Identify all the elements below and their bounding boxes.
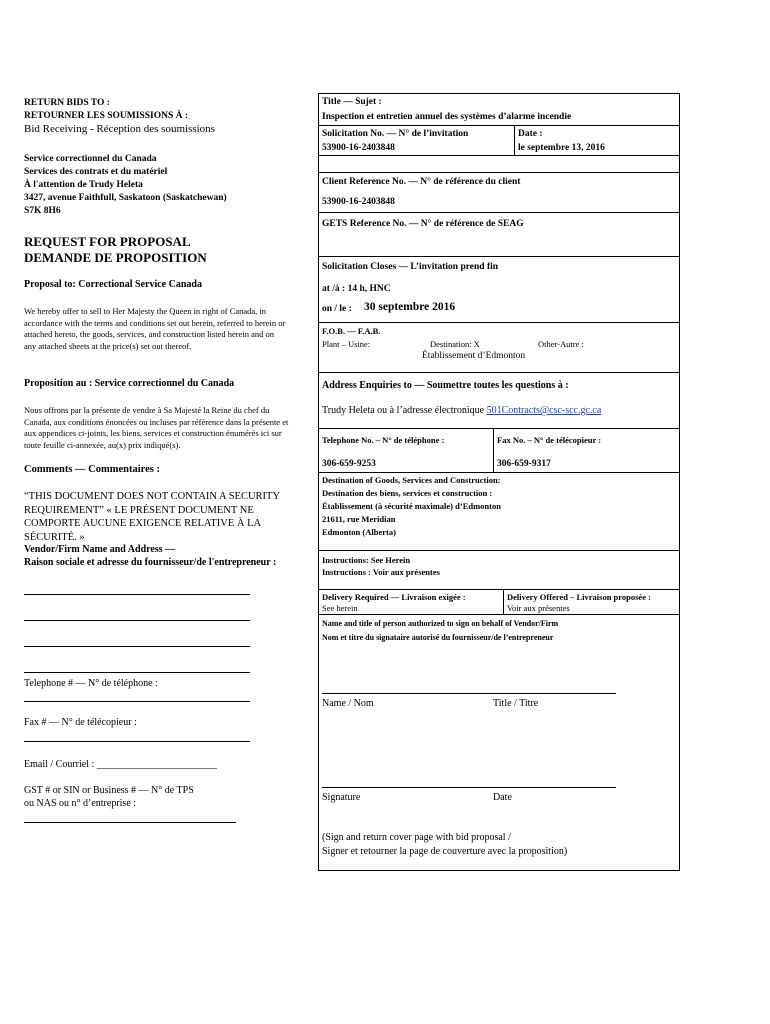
proposal-to: Proposal to: Correctional Service Canada	[24, 279, 202, 290]
divider	[318, 322, 680, 323]
telephone-label: Telephone # — N° de téléphone :	[24, 678, 158, 689]
return-note: (Sign and return cover page with bid proposal /	[322, 832, 511, 843]
address-line: S7K 8H6	[24, 206, 61, 216]
delivery-required-value: See herein	[322, 603, 358, 613]
divider	[318, 550, 680, 551]
delivery-offered-label: Delivery Offered – Livraison proposée :	[507, 592, 651, 602]
destination-line: Destination des biens, services et construction :	[322, 488, 493, 498]
signature-label: Signature	[322, 792, 361, 803]
offer-text-en: We hereby offer to sell to Her Majesty the Queen in right of Canada, in accordance with the terms and conditions set out herein, referred to herein or attached hereto, the goods, services, and construction listed herein and on any attached sheets at the price(s) set out thereof.	[24, 306, 286, 351]
divider	[318, 256, 680, 257]
title-value: Inspection et entretien annuel des systèmes d’alarme incendie	[322, 112, 572, 122]
vendor-line[interactable]	[24, 594, 250, 595]
divider	[318, 589, 680, 590]
divider	[318, 172, 680, 173]
closes-label: Solicitation Closes — L’invitation prend fin	[322, 262, 499, 272]
divider	[514, 125, 515, 155]
title-label: Title — Sujet :	[322, 97, 382, 107]
solicitation-no-value: 53900-16-2403848	[322, 143, 395, 153]
fob-plant: Plant – Usine:	[322, 339, 371, 349]
fob-label: F.O.B. — F.A.B.	[322, 326, 381, 336]
address-line: À l'attention de Trudy Heleta	[24, 180, 143, 190]
fob-destination: Destination: X	[430, 339, 480, 349]
vendor-line[interactable]	[24, 672, 250, 673]
signature-field[interactable]	[322, 787, 616, 788]
destination-line: Destination of Goods, Services and Construction:	[322, 475, 501, 485]
closes-time: at /à : 14 h, HNC	[322, 284, 391, 294]
gst-label-fr: ou NAS ou n° d’entreprise :	[24, 798, 137, 809]
divider	[318, 125, 680, 126]
gst-field[interactable]	[24, 822, 236, 823]
enquiries-text: Trudy Heleta ou à l’adresse électronique 501Contracts@csc-scc.gc.ca	[322, 405, 602, 416]
telephone-label: Telephone No. – N° de téléphone :	[322, 435, 445, 445]
vendor-label: Vendor/Firm Name and Address —	[24, 544, 176, 555]
destination-line: Établissement (à sécurité maximale) d’Edmonton	[322, 501, 501, 511]
instructions-line: Instructions : Voir aux présentes	[322, 567, 440, 577]
gst-label: GST # or SIN or Business # — N° de TPS	[24, 785, 194, 796]
name-title-label-fr: Nom et titre du signataire autorisé du fournisseur/de l’entrepreneur	[322, 633, 554, 642]
bid-receiving: Bid Receiving - Réception des soumissions	[24, 123, 215, 135]
client-reference-label: Client Reference No. — N° de référence du client	[322, 177, 521, 187]
delivery-required-label: Delivery Required — Livraison exigée :	[322, 592, 466, 602]
divider	[503, 589, 504, 614]
vendor-label-fr: Raison sociale et adresse du fournisseur/de l'entrepreneur :	[24, 557, 277, 568]
vendor-line[interactable]	[24, 620, 250, 621]
divider	[318, 428, 680, 429]
solicitation-no-label: Solicitation No. — N° de l’invitation	[322, 129, 469, 139]
delivery-offered-value: Voir aux présentes	[507, 603, 570, 613]
closes-on-value: 30 septembre 2016	[364, 301, 456, 313]
destination-line: Edmonton (Alberta)	[322, 527, 396, 537]
vendor-line[interactable]	[24, 646, 250, 647]
telephone-value: 306-659-9253	[322, 459, 376, 469]
email-field[interactable]: Email / Courriel : ________________________	[24, 759, 217, 770]
page-title-fr: DEMANDE DE PROPOSITION	[24, 250, 207, 265]
offer-text-fr: Nous offrons par la présente de vendre à Sa Majesté la Reine du chef du Canada, aux conditions énoncées ou incluses par référence dans la présente et aux appendices ci-joints, les biens, services et construction énumérés ici sur toute feuille ci-annexée, au(x) prix indiqué(s).	[24, 405, 289, 450]
comments-text: “THIS DOCUMENT DOES NOT CONTAIN A SECURITY REQUIREMENT” « LE PRÉSENT DOCUMENT NE COMPORTE AUCUNE EXIGENCE RELATIVE À LA SÉCURITÉ. »	[24, 491, 280, 543]
fax-label: Fax No. – N° de télécopieur :	[497, 435, 602, 445]
date-sig-label: Date	[493, 792, 512, 803]
instructions-line: Instructions: See Herein	[322, 555, 411, 565]
page-title: REQUEST FOR PROPOSAL	[24, 234, 191, 249]
fax-label: Fax # — N° de télécopieur :	[24, 717, 137, 728]
telephone-field[interactable]	[24, 701, 250, 702]
return-note-fr: Signer et retourner la page de couverture avec la proposition)	[322, 846, 568, 857]
fob-establishment: Établissement d’Edmonton	[422, 351, 526, 361]
date-value: le septembre 13, 2016	[518, 143, 605, 153]
name-title-field[interactable]	[322, 693, 616, 694]
date-label: Date :	[518, 129, 543, 139]
address-line: 3427, avenue Faithfull, Saskatoon (Saskatchewan)	[24, 193, 227, 203]
client-reference-value: 53900-16-2403848	[322, 197, 395, 207]
name-label: Name / Nom	[322, 698, 374, 709]
address-line: Service correctionnel du Canada	[24, 154, 157, 164]
divider	[318, 614, 680, 615]
return-bids-label: RETURN BIDS TO :	[24, 98, 110, 108]
return-bids-label-fr: RETOURNER LES SOUMISSIONS À :	[24, 111, 189, 121]
name-title-label: Name and title of person authorized to sign on behalf of Vendor/Firm	[322, 619, 559, 628]
proposition-au: Proposition au : Service correctionnel du Canada	[24, 378, 235, 389]
divider	[318, 155, 680, 156]
comments-label: Comments — Commentaires :	[24, 464, 160, 475]
divider	[318, 472, 680, 473]
enquiries-label: Address Enquiries to — Soumettre toutes les questions à :	[322, 380, 569, 391]
closes-on-label: on / le :	[322, 304, 352, 314]
destination-line: 21611, rue Meridian	[322, 514, 396, 524]
fax-field[interactable]	[24, 741, 250, 742]
fax-value: 306-659-9317	[497, 459, 551, 469]
fob-other: Other-Autre :	[538, 339, 584, 349]
title-sig-label: Title / Titre	[493, 698, 539, 709]
divider	[318, 372, 680, 373]
divider	[493, 428, 494, 472]
gets-reference-label: GETS Reference No. — N° de référence de SEAG	[322, 219, 524, 229]
address-line: Services des contrats et du matériel	[24, 167, 168, 177]
enquiries-email-link[interactable]: 501Contracts@csc-scc.gc.ca	[486, 405, 602, 416]
divider	[318, 212, 680, 213]
